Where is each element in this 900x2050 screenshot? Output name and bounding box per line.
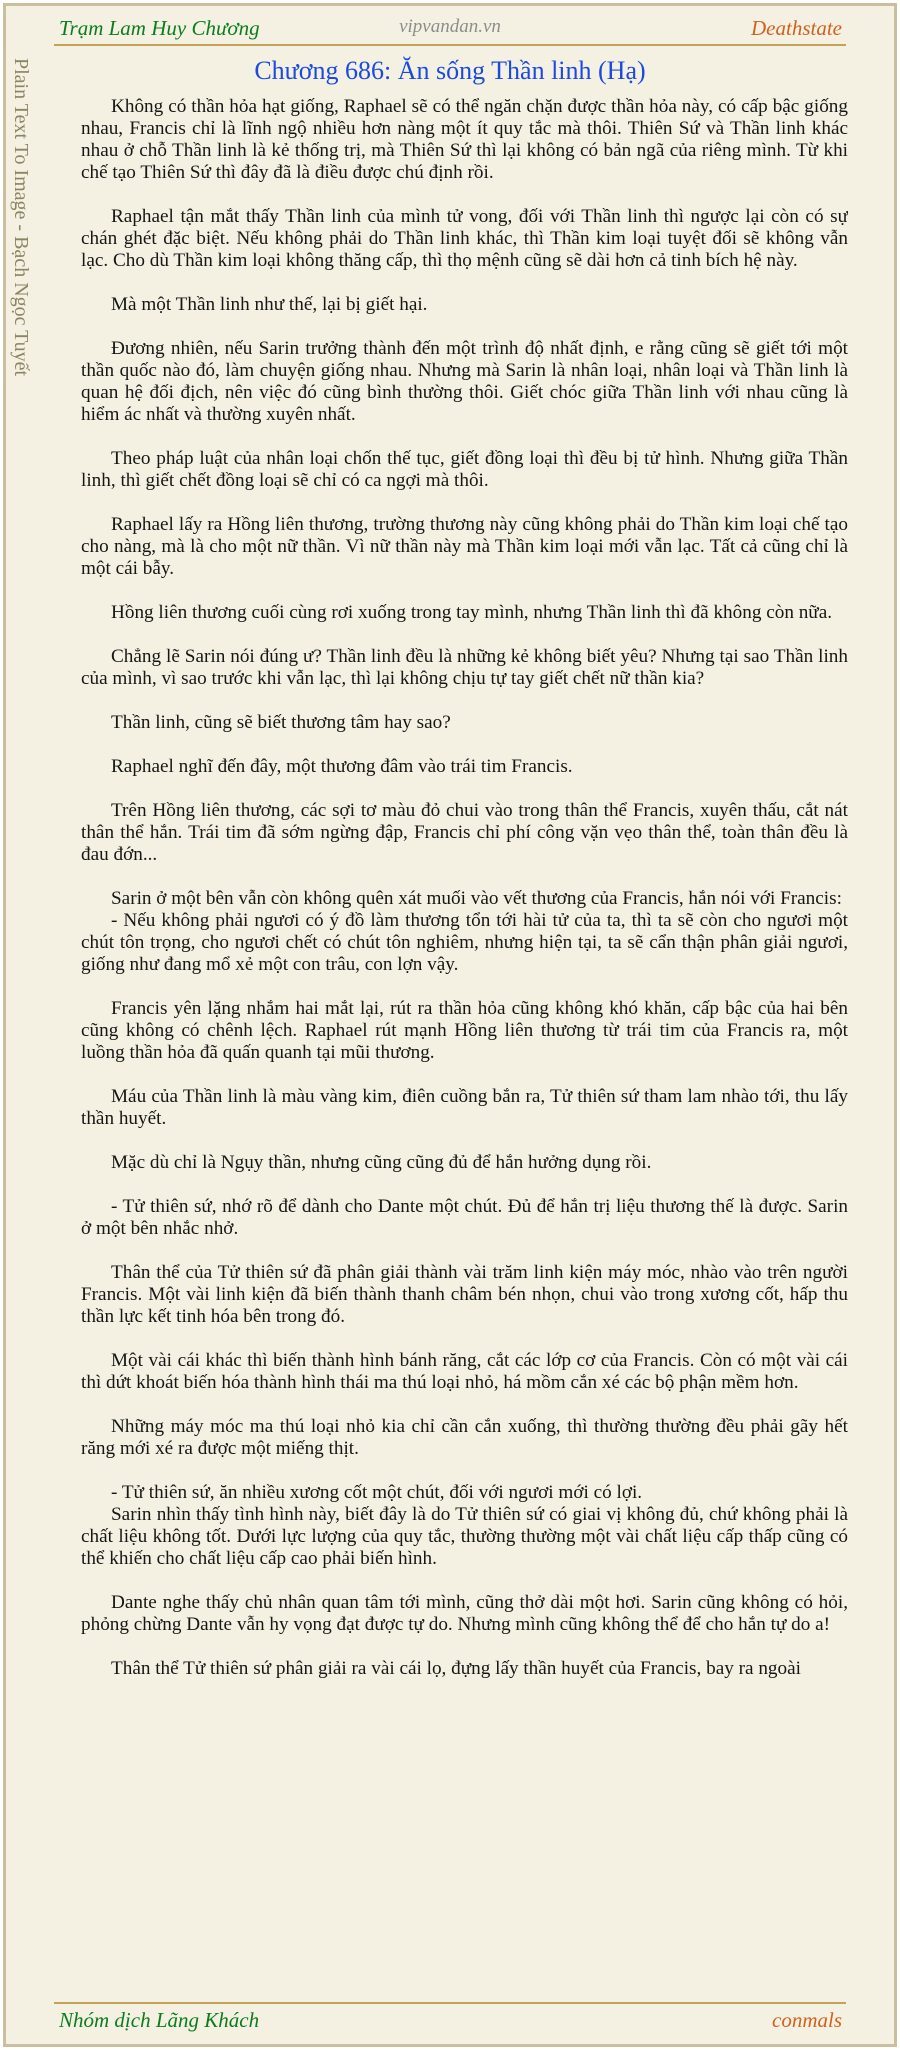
page-frame (3, 3, 897, 2047)
paragraph: Chẳng lẽ Sarin nói đúng ư? Thần linh đều là những kẻ không biết yêu? Nhưng tại sao Thần linh của mình, vì sao trước khi vẫn lạc, thì lại không chịu tự tay giết chết nữ thần kia? (81, 646, 848, 689)
paragraph: Một vài cái khác thì biến thành hình bánh răng, cắt các lớp cơ của Francis. Còn có một vài cái thì dứt khoát biến hóa thành hình thái ma thú loại nhỏ, há mồm cắn xé các bộ phận mềm hơn. (81, 1350, 848, 1393)
side-label: Plain Text To Image - Bạch Ngọc Tuyết (10, 58, 32, 377)
paragraph: Raphael nghĩ đến đây, một thương đâm vào trái tim Francis. (111, 756, 573, 777)
paragraph: Thần linh, cũng sẽ biết thương tâm hay sao? (111, 712, 451, 733)
page-header (54, 14, 846, 46)
book-title: Deathstate (751, 16, 842, 40)
chapter-body (81, 96, 848, 1984)
paragraph: Mà một Thần linh như thế, lại bị giết hại. (111, 294, 428, 315)
paragraph: - Tử thiên sứ, nhớ rõ để dành cho Dante một chút. Đủ để hắn trị liệu thương thế là được. Sarin ở một bên nhắc nhở. (81, 1196, 848, 1239)
paragraph: Sarin ở một bên vẫn còn không quên xát muối vào vết thương của Francis, hắn nói với Francis: (111, 888, 842, 909)
paragraph: Raphael tận mắt thấy Thần linh của mình tử vong, đối với Thần linh thì ngược lại còn có sự chán ghét đặc biệt. Nếu không phải do Thần linh khác, thì Thần kim loại tuyệt đối sẽ không vẫn lạc. Cho dù Thần kim loại không thăng cấp, thì thọ mệnh cũng sẽ dài hơn cả tinh bích hệ này. (81, 206, 848, 271)
paragraph: - Tử thiên sứ, ăn nhiều xương cốt một chút, đối với ngươi mới có lợi. (111, 1482, 643, 1503)
page-footer (54, 2002, 846, 2034)
paragraph: Mặc dù chỉ là Ngụy thần, nhưng cũng cũng đủ để hắn hưởng dụng rồi. (111, 1152, 652, 1173)
translator-group: Nhóm dịch Lãng Khách (59, 2008, 260, 2032)
paragraph: Francis yên lặng nhắm hai mắt lại, rút ra thần hỏa cũng không khó khăn, cấp bậc của hai bên cũng không có chênh lệch. Raphael rút mạnh Hồng liên thương từ trái tim của Francis ra, một luồng thần hỏa đã quấn quanh tại mũi thương. (81, 998, 848, 1063)
paragraph: Những máy móc ma thú loại nhỏ kia chỉ cần cắn xuống, thì thường thường đều phải gãy hết răng mới xé ra được một miếng thịt. (81, 1416, 848, 1459)
paragraph: Sarin nhìn thấy tình hình này, biết đây là do Tử thiên sứ có giai vị không đủ, chứ không phải là chất liệu không tốt. Dưới lực lượng của quy tắc, thường thường một vài chất liệu cấp thấp cũng có thể khiến cho chất liệu cấp cao phải biến hình. (81, 1504, 848, 1569)
author-name: Trạm Lam Huy Chương (59, 16, 260, 40)
paragraph: Dante nghe thấy chủ nhân quan tâm tới mình, cũng thở dài một hơi. Sarin cũng không có hỏi, phỏng chừng Dante vẫn hy vọng đạt được tự do. Nhưng mình cũng không thể để cho hắn tự do a! (81, 1592, 848, 1635)
paragraph: Không có thần hỏa hạt giống, Raphael sẽ có thể ngăn chặn được thần hỏa này, có cấp bậc giống nhau, Francis chỉ là lĩnh ngộ nhiều hơn nàng một ít quy tắc mà thôi. Thiên Sứ và Thần linh khác nhau ở chỗ Thần linh là kẻ thống trị, mà Thiên Sứ thì lại không có bản ngã của riêng mình. Từ khi chế tạo Thiên Sứ thì đây đã là điều được chú định rồi. (81, 96, 848, 183)
paragraph: Trên Hồng liên thương, các sợi tơ màu đỏ chui vào trong thân thể Francis, xuyên thấu, cắt nát thân thể hắn. Trái tim đã sớm ngừng đập, Francis chỉ phí công vặn vẹo thân thể, toàn thân đều là đau đớn... (81, 800, 848, 865)
paragraph: Thân thể của Tử thiên sứ đã phân giải thành vài trăm linh kiện máy móc, nhào vào trên người Francis. Một vài linh kiện đã biến thành thanh châm bén nhọn, chui vào trong xương cốt, hấp thu thần lực kết tinh hóa bên trong đó. (81, 1262, 848, 1327)
site-name: vipvandan.vn (399, 16, 501, 37)
paragraph: - Nếu không phải ngươi có ý đồ làm thương tổn tới hài tử của ta, thì ta sẽ còn cho ngươi một chút tôn trọng, cho ngươi chết có chút tôn nghiêm, nhưng hiện tại, ta sẽ cẩn thận phân giải ngươi, giống như đang mổ xẻ một con trâu, con lợn vậy. (81, 910, 848, 975)
side-watermark (10, 58, 54, 418)
paragraph: Đương nhiên, nếu Sarin trưởng thành đến một trình độ nhất định, e rằng cũng sẽ giết tới một thần quốc nào đó, làm chuyện giống nhau. Nhưng mà Sarin là nhân loại, nhân loại và Thần linh là quan hệ đối địch, nên việc đó cũng bình thường thôi. Giết chóc giữa Thần linh với nhau cũng là hiểm ác nhất và thường xuyên nhất. (81, 338, 848, 425)
paragraph: Raphael lấy ra Hồng liên thương, trường thương này cũng không phải do Thần kim loại chế tạo cho nàng, mà là cho một nữ thần. Vì nữ thần này mà Thần kim loại mới vẫn lạc. Tất cả cũng chỉ là một cái bẫy. (81, 514, 848, 579)
paragraph: Thân thể Tử thiên sứ phân giải ra vài cái lọ, đựng lấy thần huyết của Francis, bay ra ngoài (111, 1658, 801, 1679)
chapter-title: Chương 686: Ăn sống Thần linh (Hạ) (254, 56, 646, 85)
paragraph: Hồng liên thương cuối cùng rơi xuống trong tay mình, nhưng Thần linh thì đã không còn nữa. (111, 602, 833, 623)
uploader-name: conmals (772, 2008, 842, 2032)
paragraph: Máu của Thần linh là màu vàng kim, điên cuồng bắn ra, Tử thiên sứ tham lam nhào tới, thu lấy thần huyết. (81, 1086, 848, 1129)
paragraph: Theo pháp luật của nhân loại chốn thế tục, giết đồng loại thì đều bị tử hình. Nhưng giữa Thần linh, thì giết chết đồng loại sẽ chỉ có ca ngợi mà thôi. (81, 448, 848, 491)
